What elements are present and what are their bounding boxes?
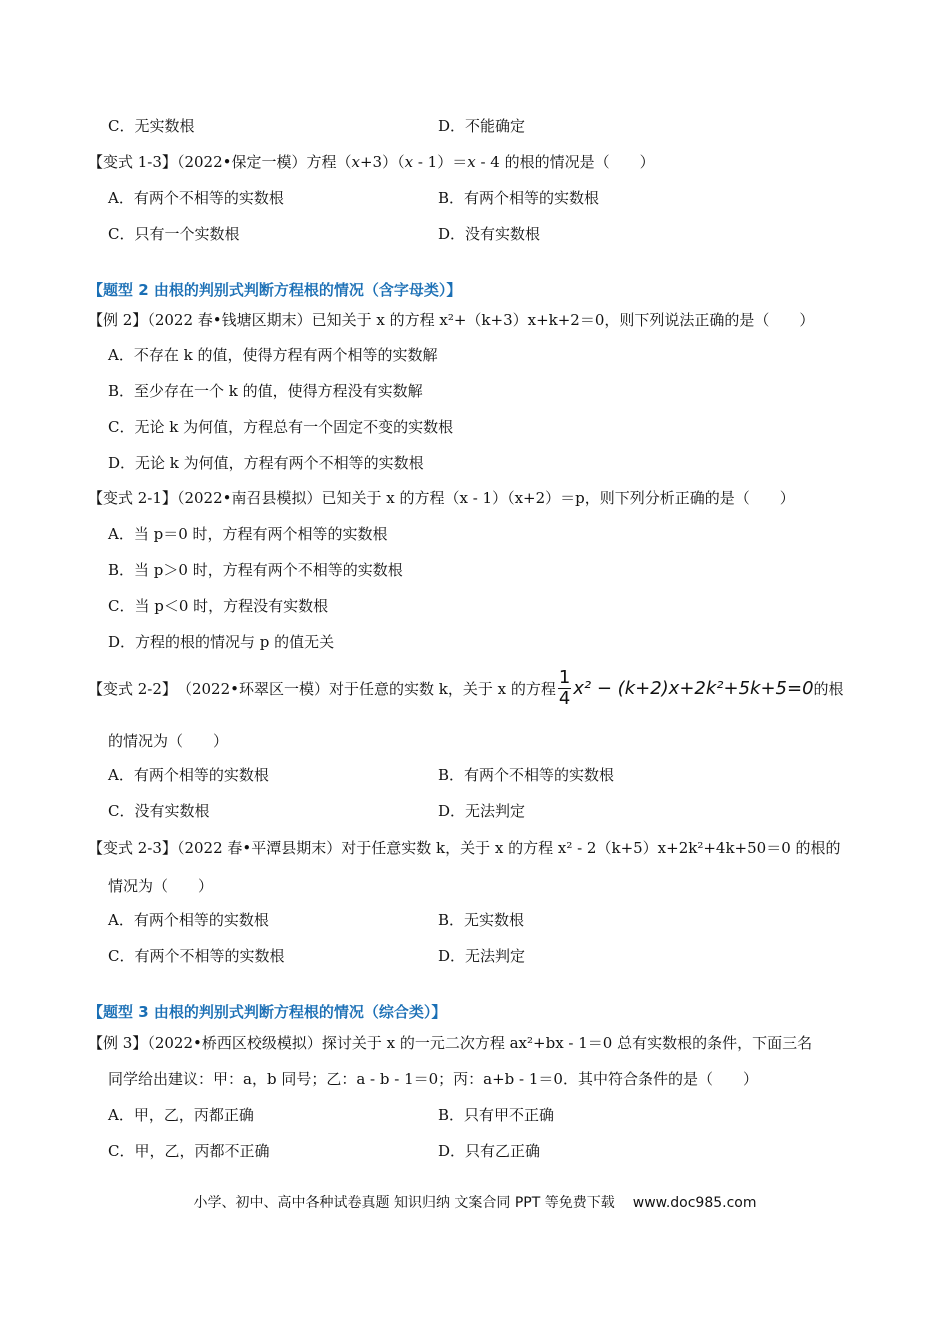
option-d: D．不能确定 [438,117,526,135]
question-tag: 【变式 2-3】 [88,839,177,857]
question-text: 方程（ [306,153,352,171]
option-c: C．没有实数根 [108,802,210,820]
question-source: （2022•保定一模） [176,153,307,171]
option-b: B．当 p＞0 时，方程有两个不相等的实数根 [108,561,403,579]
question-text: 已知关于 x 的方程 x²+（k+3）x+k+2＝0，则下列说法正确的是（ ） [311,311,815,329]
option-b: B．至少存在一个 k 的值，使得方程没有实数解 [108,382,423,400]
option-a: A．当 p＝0 时，方程有两个相等的实数根 [108,525,388,543]
question-variant-1-3 [88,152,655,172]
option-d: D．只有乙正确 [438,1142,541,1160]
question-text: 对于任意的实数 k，关于 x 的方程 [328,680,556,698]
question-tag: 【变式 2-1】 [88,489,177,507]
fraction-denominator: 4 [558,688,571,709]
question-text: 对于任意实数 k，关于 x 的方程 x² - 2（k+5）x+2k²+4k+50＝0 的根的 [341,839,841,857]
option-a: A．有两个相等的实数根 [108,911,269,929]
question-text: - 4 的根的情况是（ ） [475,153,655,171]
question-tag: 【例 2】 [88,311,148,329]
option-b: B．有两个不相等的实数根 [438,766,615,784]
question-variant-2-1 [88,488,795,508]
option-b: B．有两个相等的实数根 [438,189,600,207]
question-text: +3）（ [359,153,405,171]
question-variant-2-2 [88,668,844,712]
question-text-continued: 同学给出建议：甲：a，b 同号；乙：a - b - 1＝0；丙：a+b - 1＝0．其中符合条件的是（ ） [108,1070,758,1088]
var-x: x [404,153,414,171]
question-text-continued: 的情况为（ ） [108,732,229,750]
var-x: x [351,153,360,171]
section-heading: 【题型 3 由根的判别式判断方程根的情况（综合类）】 [88,1003,447,1021]
footer-url[interactable]: www.doc985.com [632,1195,757,1211]
option-b: B．无实数根 [438,911,525,929]
question-example-2 [88,310,814,330]
option-a: A．有两个相等的实数根 [108,766,269,784]
question-text: 探讨关于 x 的一元二次方程 ax²+bx - 1＝0 总有实数根的条件，下面三名 [321,1034,813,1052]
question-example-3 [88,1033,812,1053]
question-tag: 【例 3】 [88,1034,148,1052]
option-d: D．无法判定 [438,947,526,965]
question-tag: 【变式 1-3】 [88,153,177,171]
option-a: A．甲，乙，丙都正确 [108,1106,254,1124]
question-source: （2022•环翠区一模） [176,680,329,698]
question-text: 已知关于 x 的方程（x - 1）（x+2）＝p，则下列分析正确的是（ ） [321,489,795,507]
option-d: D．无论 k 为何值，方程有两个不相等的实数根 [108,454,424,472]
question-source: （2022 春•钱塘区期末） [147,311,312,329]
option-d: D．没有实数根 [438,225,541,243]
question-source: （2022•桥西区校级模拟） [147,1034,322,1052]
question-source: （2022 春•平潭县期末） [176,839,342,857]
option-a: A．有两个不相等的实数根 [108,189,284,207]
fraction [558,668,571,709]
equation: x² − (k+2)x+2k²+5k+5=0 [573,678,814,699]
fraction-numerator: 1 [558,667,571,688]
question-text: - 1）＝ [413,153,468,171]
option-a: A．不存在 k 的值，使得方程有两个相等的实数解 [108,346,438,364]
footer-text: 小学、初中、高中各种试卷真题 知识归纳 文案合同 PPT 等免费下载 [193,1195,615,1211]
option-c: C．只有一个实数根 [108,225,240,243]
question-text-continued: 情况为（ ） [108,877,214,895]
option-c: C．有两个不相等的实数根 [108,947,285,965]
option-c: C．无实数根 [108,117,195,135]
option-d: D．方程的根的情况与 p 的值无关 [108,633,335,651]
option-c: C．当 p＜0 时，方程没有实数根 [108,597,329,615]
question-tag: 【变式 2-2】 [88,680,177,698]
question-text: 的根 [813,680,844,698]
option-b: B．只有甲不正确 [438,1106,555,1124]
var-x: x [467,153,476,171]
section-heading: 【题型 2 由根的判别式判断方程根的情况（含字母类）】 [88,281,462,299]
question-variant-2-3 [88,838,841,858]
option-c: C．无论 k 为何值，方程总有一个固定不变的实数根 [108,418,454,436]
page-footer [0,1192,950,1212]
question-source: （2022•南召县模拟） [176,489,322,507]
option-d: D．无法判定 [438,802,526,820]
option-c: C．甲，乙，丙都不正确 [108,1142,270,1160]
